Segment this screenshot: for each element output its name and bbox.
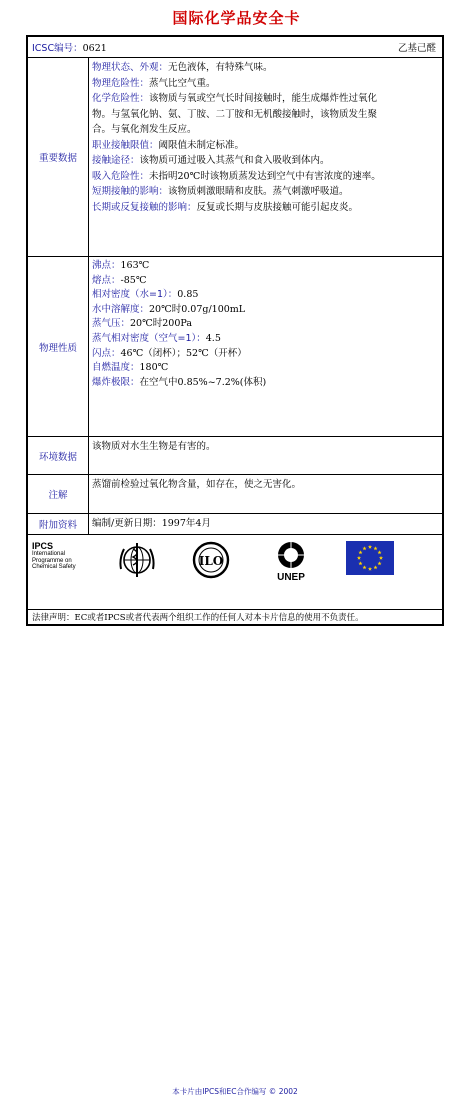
- important-value: 该物质可通过吸入其蒸气和食入吸收到体内。: [139, 155, 330, 166]
- important-data-row: [28, 58, 442, 257]
- ipcs-sub-3: Chemical Safety: [32, 564, 76, 570]
- important-line: [92, 200, 439, 216]
- important-value: 无色液体，有特殊气味。: [168, 62, 273, 73]
- physical-key: 自燃温度：: [92, 362, 140, 374]
- icsc-label: ICSC编号：: [32, 43, 83, 54]
- physical-properties-label: 物理性质: [28, 257, 89, 436]
- important-line: [92, 76, 439, 92]
- important-key: 吸入危险性：: [92, 170, 150, 182]
- physical-key: 蒸气相对密度（空气=1）：: [92, 332, 206, 344]
- physical-line: [92, 376, 439, 391]
- physical-key: 蒸气压：: [92, 318, 131, 330]
- physical-value: 4.5: [205, 332, 221, 344]
- who-emblem-icon: [116, 539, 158, 581]
- card-credit: 本卡片由IPCS和EC合作编写 © 2002: [172, 1087, 298, 1096]
- eu-flag-icon: [346, 541, 394, 575]
- important-line: [92, 122, 439, 138]
- physical-line: [92, 332, 439, 347]
- ipcs-sub-1: International: [32, 551, 66, 557]
- physical-key: 闪点：: [92, 347, 121, 359]
- unep-label: UNEP: [277, 572, 305, 583]
- important-line: [92, 107, 439, 123]
- important-line: [92, 153, 439, 169]
- physical-value: 163℃: [120, 260, 150, 271]
- environment-text: 该物质对水生生物是有害的。: [92, 441, 216, 452]
- important-key: 长期或反复接触的影响：: [92, 201, 197, 213]
- important-line: [92, 169, 439, 185]
- important-key: 物理危险性：: [92, 77, 150, 89]
- unep-emblem-icon: [268, 537, 314, 583]
- physical-key: 爆炸极限：: [92, 376, 140, 388]
- physical-key: 熔点：: [92, 274, 121, 286]
- safety-card: [26, 35, 444, 1096]
- physical-value: 在空气中0.85%~7.2%(体积): [139, 376, 267, 388]
- important-value: 物。与氢氧化钠、氨、丁胺、二丁胺和无机酸接触时，该物质发生聚: [92, 108, 378, 120]
- important-key: 物理状态、外观：: [92, 62, 169, 73]
- physical-value: 20℃时200Pa: [130, 318, 192, 330]
- physical-value: 20℃时0.07g/100mL: [149, 303, 246, 315]
- chemical-name: 乙基己醛: [397, 43, 436, 54]
- important-value: 该物质刺激眼睛和皮肤。蒸气刺激呼吸道。: [168, 186, 349, 197]
- icsc-value: 0621: [82, 43, 107, 54]
- important-value: 反复或长期与皮肤接触可能引起皮炎。: [196, 201, 359, 213]
- important-value: 未指明20℃时该物质蒸发达到空气中有害浓度的速率。: [149, 170, 381, 182]
- physical-key: 沸点：: [92, 260, 121, 271]
- important-key: 接触途径：: [92, 155, 140, 166]
- physical-line: [92, 361, 439, 376]
- physical-value: 46℃（闭杯）；52℃（开杯）: [120, 347, 247, 359]
- physical-line: [92, 347, 439, 362]
- important-value: 该物质与氧或空气长时间接触时，能生成爆炸性过氧化: [149, 93, 378, 104]
- important-data-label: 重要数据: [28, 58, 89, 256]
- physical-line: [92, 303, 439, 318]
- important-line: [92, 91, 439, 107]
- physical-key: 水中溶解度：: [92, 303, 150, 315]
- important-key: 职业接触限值：: [92, 139, 159, 151]
- physical-line: [92, 274, 439, 289]
- important-value: 阈限值未制定标准。: [158, 139, 245, 151]
- icsc-number: [32, 40, 107, 54]
- ipcs-logo: [32, 541, 76, 571]
- important-data-content: [89, 58, 442, 256]
- environment-label: 环境数据: [28, 437, 89, 474]
- ipcs-title: IPCS: [32, 541, 54, 551]
- important-value: 合。与氧化剂发生反应。: [92, 124, 197, 135]
- physical-value: 180℃: [139, 362, 169, 374]
- svg-text:ILO: ILO: [198, 554, 224, 568]
- physical-value: -85℃: [120, 274, 147, 286]
- environment-row: [28, 437, 442, 475]
- physical-key: 相对密度（水=1）：: [92, 289, 178, 301]
- header-row: [28, 37, 442, 58]
- physical-line: [92, 288, 439, 303]
- card-title: 国际化学品安全卡: [172, 9, 301, 27]
- notes-label: 注解: [28, 475, 89, 513]
- notes-text: 蒸馏前检验过氧化物含量，如存在，使之无害化。: [92, 479, 302, 490]
- ilo-emblem-icon: [188, 539, 234, 581]
- legal-notice: 法律声明：EC或者IPCS或者代表两个组织工作的任何人对本卡片信息的使用不负责任。: [32, 613, 364, 623]
- important-line: [92, 60, 439, 76]
- physical-line: [92, 317, 439, 332]
- important-line: [92, 184, 439, 200]
- additional-info-text: 编制/更新日期：1997年4月: [92, 518, 211, 529]
- notes-row: [28, 475, 442, 514]
- physical-properties-row: [28, 257, 442, 437]
- additional-info-row: [28, 514, 442, 535]
- physical-value: 0.85: [177, 289, 199, 301]
- important-key: 短期接触的影响：: [92, 186, 169, 197]
- physical-properties-content: [89, 257, 442, 436]
- important-value: 蒸气比空气重。: [149, 77, 216, 89]
- important-line: [92, 138, 439, 154]
- physical-line: [92, 259, 439, 274]
- important-key: 化学危险性：: [92, 93, 150, 104]
- ipcs-sub-2: Programme on: [32, 557, 72, 564]
- additional-info-label: 附加资料: [28, 514, 89, 534]
